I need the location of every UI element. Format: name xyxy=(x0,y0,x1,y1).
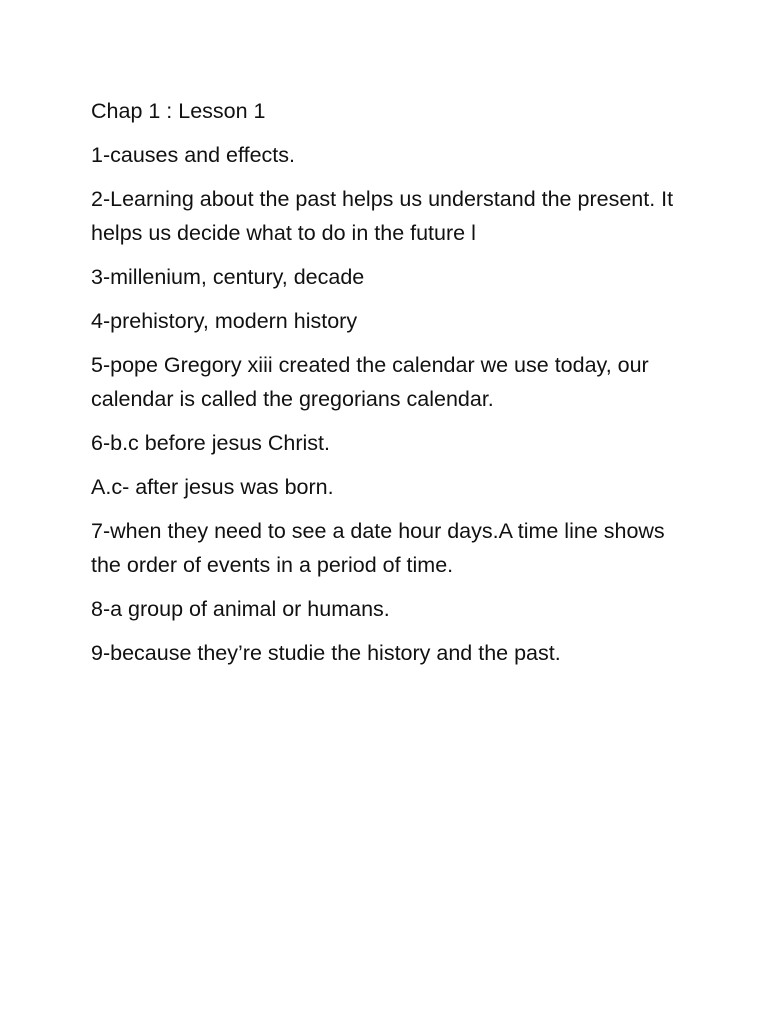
answer-2: 2-Learning about the past helps us understand the present. It helps us decide what to do in the future l xyxy=(91,187,674,245)
answer-5: 5-pope Gregory xiii created the calendar we use today, our calendar is called the gregorians calendar. xyxy=(91,353,649,411)
answer-4: 4-prehistory, modern history xyxy=(91,309,358,333)
lesson-heading: Chap 1 : Lesson 1 xyxy=(91,99,266,123)
answer-3: 3-millenium, century, decade xyxy=(91,265,365,289)
answer-8: 8-a group of animal or humans. xyxy=(91,597,390,621)
answer-7: 7-when they need to see a date hour days.A time line shows the order of events in a period of time. xyxy=(91,519,665,577)
answer-1: 1-causes and effects. xyxy=(91,143,295,167)
answer-6-ac: A.c- after jesus was born. xyxy=(91,475,334,499)
answer-6-bc: 6-b.c before jesus Christ. xyxy=(91,431,330,455)
answer-9: 9-because they’re studie the history and the past. xyxy=(91,641,561,665)
